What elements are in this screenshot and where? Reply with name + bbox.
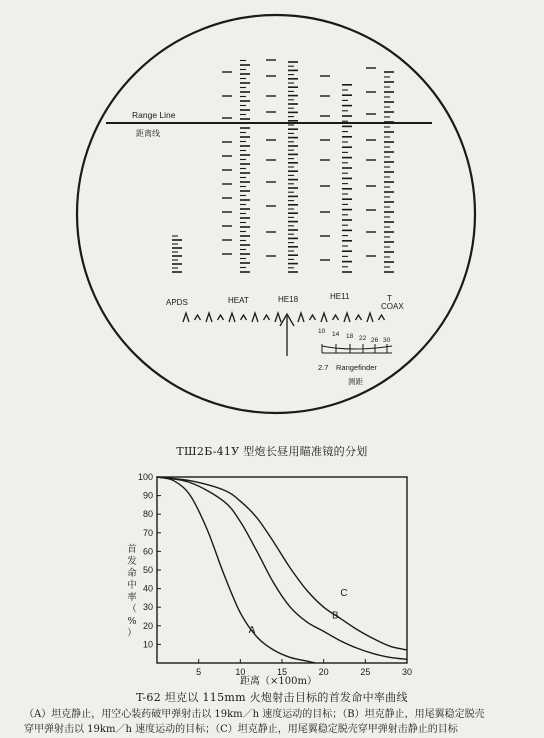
x-axis — [196, 659, 412, 677]
lead-caret — [183, 313, 189, 322]
y-axis-title-char: 率 — [127, 592, 137, 603]
chart-title: T-62 坦克以 115mm 火炮射击目标的首发命中率曲线 — [136, 691, 408, 704]
series-lines — [157, 477, 407, 663]
rangefinder-tick-label: 26 — [371, 337, 379, 344]
y-axis-title-char: % — [127, 616, 137, 627]
y-axis-title-char: 中 — [127, 580, 137, 591]
rangefinder-tick-label: 18 — [346, 333, 354, 340]
lead-caret — [241, 315, 247, 320]
lead-caret — [206, 313, 212, 322]
lead-caret — [367, 313, 373, 322]
hit-probability-chart — [0, 460, 544, 700]
plot-frame — [157, 477, 407, 663]
rangefinder-tick-label: 22 — [359, 335, 367, 342]
y-tick-label: 80 — [142, 509, 153, 520]
x-tick-label: 20 — [318, 667, 329, 677]
lead-caret — [275, 313, 281, 322]
x-axis-title: 距离（×100m） — [240, 676, 317, 687]
he18-label: HE18 — [278, 295, 299, 304]
lead-caret — [252, 313, 258, 322]
rangefinder-tick-label: 30 — [383, 337, 391, 344]
rangefinder-value: 2.7 — [318, 363, 329, 372]
y-tick-label: 70 — [142, 527, 153, 538]
lead-caret — [356, 315, 362, 320]
he11-label: HE11 — [330, 292, 350, 301]
lead-caret — [195, 315, 201, 320]
series-line-b — [157, 477, 407, 659]
y-axis-title-char: 首 — [127, 544, 137, 555]
aiming-arrow — [280, 314, 294, 356]
lead-caret — [218, 315, 224, 320]
series-label-c: C — [340, 588, 348, 600]
lead-caret — [229, 313, 235, 322]
y-tick-label: 90 — [142, 490, 153, 501]
y-axis-title — [127, 543, 137, 639]
x-tick-label: 25 — [360, 667, 371, 677]
y-tick-label: 60 — [142, 546, 153, 557]
series-label-b: B — [332, 610, 339, 622]
rangefinder-tick-label: 14 — [332, 331, 340, 338]
reticle-circle — [77, 15, 475, 413]
rangefinder-scale — [322, 344, 392, 353]
lead-caret — [333, 315, 339, 320]
legend-note-line: 穿甲弹射击以 19km／h 速度运动的目标；（C）坦克静止，用尾翼稳定脱壳穿甲弹射击静止的目标 — [24, 724, 458, 735]
y-tick-label: 50 — [142, 565, 153, 575]
x-tick-label: 30 — [401, 667, 413, 677]
reticle-caption: TШ2Б-41У 型炮长昼用瞄准镜的分划 — [176, 445, 368, 458]
y-axis-title-char: ） — [127, 628, 137, 639]
coax-label: COAX — [381, 302, 404, 311]
x-tick-label: 10 — [235, 667, 246, 677]
series-label-a: A — [248, 625, 256, 637]
lead-caret — [310, 315, 316, 320]
y-axis-title-char: （ — [127, 604, 137, 615]
heat-label: HEAT — [228, 296, 249, 305]
x-tick-label: 5 — [196, 667, 202, 677]
lead-caret — [321, 313, 327, 322]
lead-caret — [298, 313, 304, 322]
y-axis-title-char: 命 — [127, 568, 137, 579]
rangefinder-label: Rangefinder — [336, 363, 377, 372]
apds-label: APDS — [166, 298, 188, 307]
y-axis-title-char: 发 — [127, 556, 137, 567]
stadia-scales — [172, 60, 394, 272]
lead-caret — [379, 315, 385, 320]
range-line-label: Range Line — [132, 110, 176, 120]
y-tick-label: 30 — [142, 602, 153, 613]
rangefinder-tick-label: 10 — [318, 328, 326, 335]
y-tick-label: 40 — [142, 583, 153, 594]
series-labels — [249, 588, 348, 636]
range-line-label-cn: 距离线 — [136, 129, 160, 138]
lead-caret — [264, 315, 270, 320]
legend-note-line: （A）坦克静止，用空心装药破甲弹射击以 19km／h 速度运动的目标；（B）坦克静止，用尾翼稳定脱壳 — [24, 709, 485, 720]
x-tick-label: 15 — [276, 667, 288, 677]
rangefinder-label-cn: 测距 — [348, 377, 363, 386]
coax-t-label: T — [387, 294, 392, 303]
lead-caret — [344, 313, 350, 322]
y-tick-label: 10 — [142, 639, 153, 650]
y-tick-label: 20 — [142, 620, 153, 631]
y-tick-label: 100 — [137, 472, 153, 482]
